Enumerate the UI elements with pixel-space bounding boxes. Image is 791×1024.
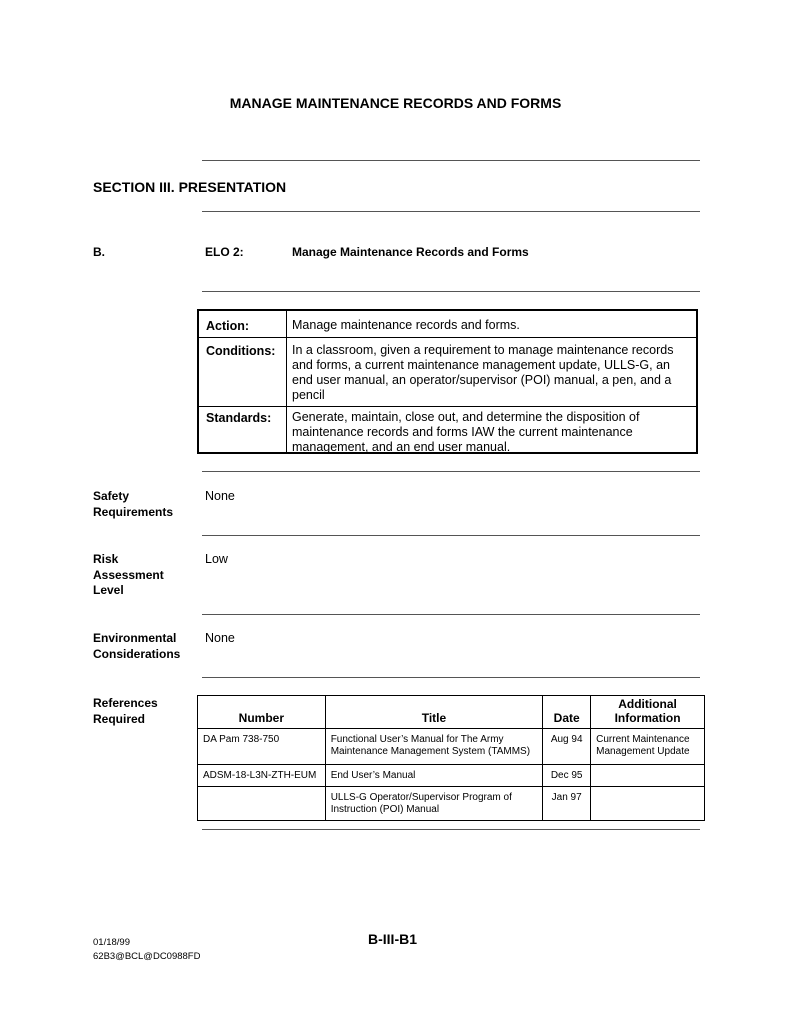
safety-label	[93, 489, 173, 520]
safety-label-line: Requirements	[93, 504, 174, 519]
column-divider	[286, 311, 287, 452]
table-row	[198, 729, 705, 765]
header-title: Title	[325, 696, 543, 729]
cell-number	[198, 787, 326, 821]
header-date: Date	[543, 696, 591, 729]
divider	[202, 291, 700, 292]
references-label	[93, 696, 158, 727]
header-number: Number	[198, 696, 326, 729]
action-label: Action:	[206, 319, 250, 333]
risk-label-line: Assessment	[93, 567, 164, 582]
standards-label: Standards:	[206, 411, 272, 425]
header-additional	[591, 696, 705, 729]
section-title: SECTION III. PRESENTATION	[93, 179, 287, 195]
divider	[202, 614, 700, 615]
references-table	[197, 695, 705, 821]
elo-letter: B.	[93, 245, 105, 259]
cell-title: End User’s Manual	[325, 765, 543, 787]
standards-text: Generate, maintain, close out, and determine the disposition of maintenance records and forms IAW the current maintenance management, and an end user manual.	[292, 410, 640, 454]
action-conditions-standards-box	[197, 309, 698, 454]
cell-title: Functional User’s Manual for The Army Maintenance Management System (TAMMS)	[325, 729, 543, 765]
conditions-text: In a classroom, given a requirement to manage maintenance records and forms, a current maintenance management update, ULLS-G, an end user manual, an operator/supervisor (POI) manual, a pen, and a pencil	[292, 343, 674, 402]
elo-code: ELO 2:	[205, 245, 244, 259]
cell-number: DA Pam 738-750	[198, 729, 326, 765]
divider	[202, 471, 700, 472]
references-label-line: References	[93, 696, 158, 710]
risk-label	[93, 552, 164, 599]
divider	[202, 211, 700, 212]
cell-date: Aug 94	[543, 729, 591, 765]
safety-value: None	[205, 489, 235, 503]
header-additional-line: Additional	[618, 697, 677, 711]
risk-label-line: Risk	[93, 552, 119, 566]
cell-title: ULLS-G Operator/Supervisor Program of Instruction (POI) Manual	[325, 787, 543, 821]
row-divider	[199, 337, 696, 338]
conditions-label: Conditions:	[206, 344, 276, 358]
table-header-row	[198, 696, 705, 729]
environmental-label-line: Environmental	[93, 631, 177, 645]
cell-additional	[591, 765, 705, 787]
row-divider	[199, 406, 696, 407]
cell-additional: Current Maintenance Management Update	[591, 729, 705, 765]
footer-code: 62B3@BCL@DC0988FD	[93, 951, 201, 962]
cell-number: ADSM-18-L3N-ZTH-EUM	[198, 765, 326, 787]
divider	[202, 535, 700, 536]
cell-date: Jan 97	[543, 787, 591, 821]
table-row	[198, 765, 705, 787]
environmental-value: None	[205, 631, 235, 645]
environmental-label	[93, 631, 180, 662]
risk-value: Low	[205, 552, 228, 566]
table-row	[198, 787, 705, 821]
environmental-label-line: Considerations	[93, 646, 181, 661]
divider	[202, 677, 700, 678]
action-text: Manage maintenance records and forms.	[292, 318, 520, 332]
divider	[202, 160, 700, 161]
references-label-line: Required	[93, 711, 146, 726]
header-additional-line: Information	[614, 711, 681, 725]
safety-label-line: Safety	[93, 489, 130, 503]
footer-date: 01/18/99	[93, 937, 130, 948]
document-title: MANAGE MAINTENANCE RECORDS AND FORMS	[229, 95, 562, 111]
page-number: B-III-B1	[368, 931, 417, 947]
cell-additional	[591, 787, 705, 821]
divider	[202, 829, 700, 830]
elo-title: Manage Maintenance Records and Forms	[292, 245, 529, 259]
risk-label-line: Level	[93, 583, 124, 597]
cell-date: Dec 95	[543, 765, 591, 787]
